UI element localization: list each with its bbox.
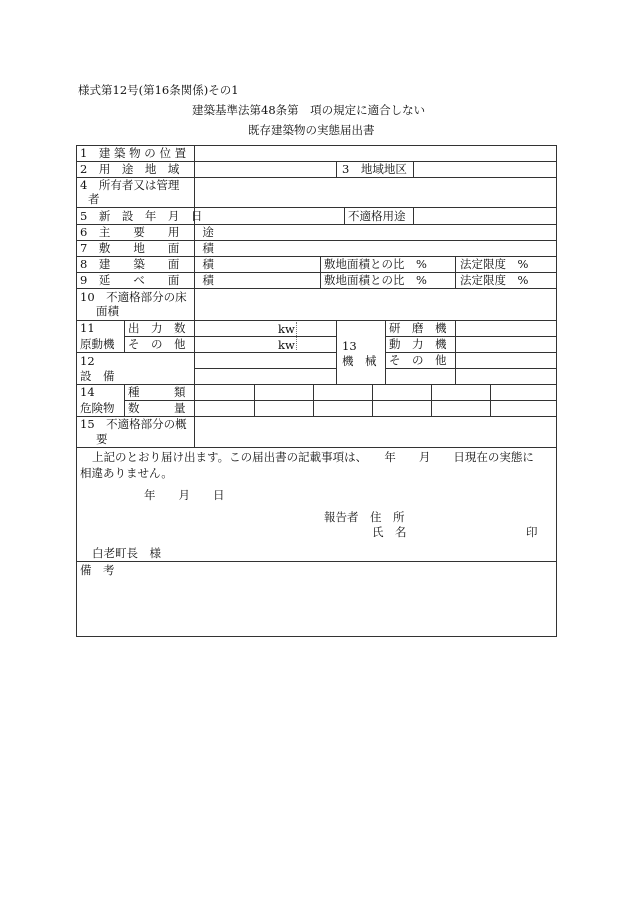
label-area-district: 3 地域地区 — [342, 162, 407, 176]
label-machine: 機 械 — [342, 354, 377, 368]
label-new-build-date: 5 新 設 年 月 日 — [80, 209, 203, 223]
label-overview-line2: 要 — [96, 432, 108, 446]
label-grinder: 研 磨 機 — [389, 321, 447, 335]
label-quantity: 数 量 — [128, 401, 186, 415]
label-main-use: 6 主 要 用 途 — [80, 225, 214, 239]
label-nonconforming-use: 不適格用途 — [348, 209, 406, 223]
label-other-11: そ の 他 — [128, 337, 186, 351]
form-title-line1: 建築基準法第48条第 項の規定に適合しない — [192, 103, 426, 117]
declaration-line1: 上記のとおり届け出ます。この届出書の記載事項は、 年 月 日現在の実態に — [92, 450, 534, 464]
addressee: 白老町長 様 — [92, 546, 161, 560]
label-equipment: 設 備 — [80, 369, 115, 383]
remarks-label: 備 考 — [80, 563, 115, 577]
unit-kw-1: kw — [278, 322, 295, 336]
label-nonconforming-floor-line1: 10 不適格部分の床 — [80, 290, 187, 304]
label-legal-limit-9: 法定限度 % — [460, 273, 529, 287]
label-site-area: 7 敷 地 面 積 — [80, 241, 214, 255]
label-other-13: そ の 他 — [389, 353, 447, 367]
seal-mark: 印 — [526, 525, 538, 539]
reporter-name-label: 氏 名 — [372, 525, 407, 539]
label-12: 12 — [80, 354, 95, 368]
declaration-line2: 相違ありません。 — [80, 466, 173, 480]
label-overview-line1: 15 不適格部分の概 — [80, 417, 187, 431]
label-nonconforming-floor-line2: 面積 — [96, 304, 119, 318]
label-prime-mover: 原動機 — [80, 337, 115, 351]
label-use-district: 2 用 途 地 域 — [80, 162, 180, 176]
label-13: 13 — [342, 339, 357, 353]
label-kind: 種 類 — [128, 385, 186, 399]
label-owner-line2: 者 — [88, 192, 100, 206]
label-building-location: 1 建 築 物 の 位 置 — [80, 146, 187, 160]
label-ratio-site-9: 敷地面積との比 % — [324, 273, 427, 287]
label-owner-line1: 4 所有者又は管理 — [80, 178, 180, 192]
label-14: 14 — [80, 385, 95, 399]
label-total-floor-area: 9 延 べ 面 積 — [80, 273, 214, 287]
label-legal-limit-8: 法定限度 % — [460, 257, 529, 271]
label-power-machine: 動 力 機 — [389, 337, 447, 351]
unit-kw-2: kw — [278, 338, 295, 352]
label-hazardous: 危険物 — [80, 401, 115, 415]
label-11: 11 — [80, 321, 95, 335]
reporter-address-label: 報告者 住 所 — [324, 510, 405, 524]
declaration-date: 年 月 日 — [144, 488, 225, 502]
label-output: 出 力 数 — [128, 321, 186, 335]
label-building-area: 8 建 築 面 積 — [80, 257, 214, 271]
form-title-line2: 既存建築物の実態届出書 — [248, 123, 375, 137]
form-number: 様式第12号(第16条関係)その1 — [78, 83, 239, 97]
label-ratio-site-8: 敷地面積との比 % — [324, 257, 427, 271]
